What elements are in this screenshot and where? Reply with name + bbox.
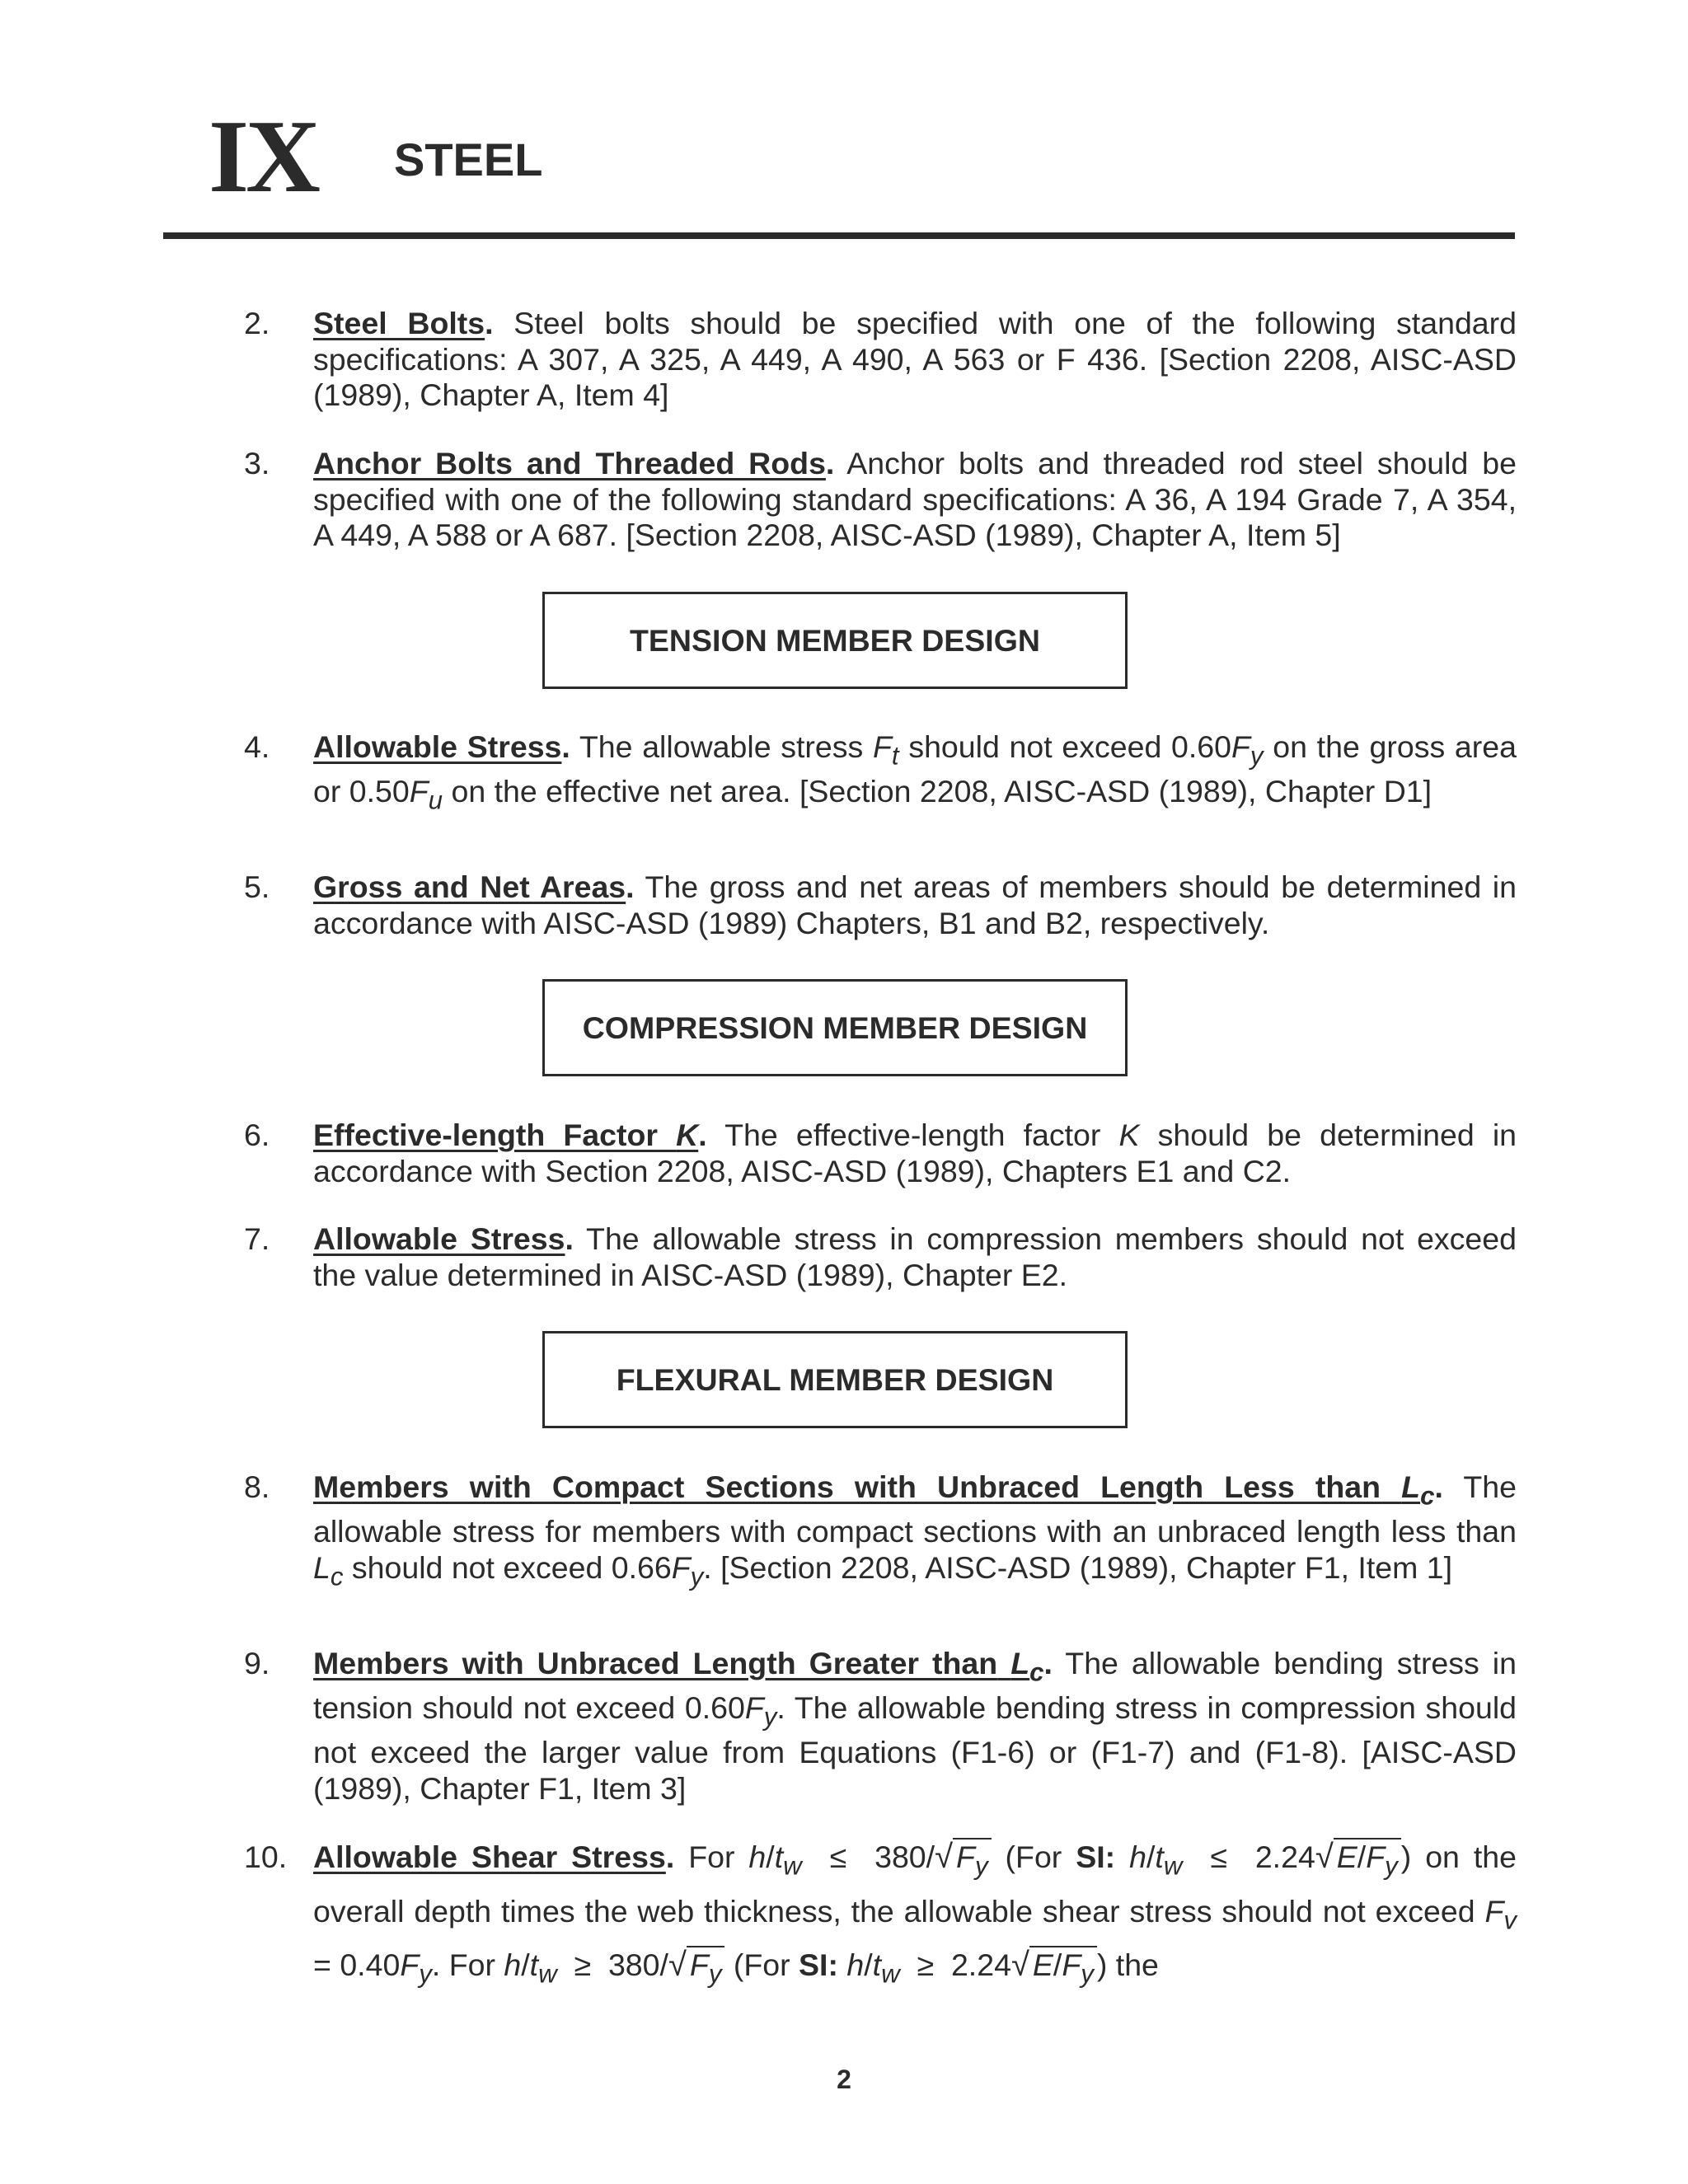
symbol-sub: t <box>891 741 899 771</box>
ratio-h-tw: $h/t_w$ <box>1129 1840 1183 1881</box>
item-number: 5. <box>244 869 270 904</box>
item-number: 2. <box>244 306 270 340</box>
math-operator: ≥ <box>917 1947 935 1982</box>
symbol-F: F <box>1484 1893 1504 1929</box>
sqrt-expression: √ $E/F_y$ <box>1011 1943 1097 1997</box>
item-number: 8. <box>244 1469 270 1504</box>
math-constant: 2.24 <box>950 1947 1011 1982</box>
sqrt-expression: √ $E/F_y$ <box>1315 1835 1401 1889</box>
math-operator: ≥ <box>574 1947 592 1982</box>
symbol-sub: y <box>1250 741 1264 771</box>
ratio-h-tw: $h/t_w$ <box>846 1947 900 1989</box>
symbol-F: F <box>409 774 429 808</box>
list-item-anchor-bolts: 3. Anchor Bolts and Threaded Rods. Anchor bolts and threaded rod steel should be specified with one of the following standard specifications: A 36, A 194 Grade 7, A 354, A 449, A 588 or A 687. [Section 2208, AISC-ASD (1989), Chapter A, Item 5] <box>244 446 1517 552</box>
chapter-number: IX <box>209 100 318 214</box>
item-text: should not exceed 0.60 <box>908 729 1231 764</box>
item-text: (For <box>733 1947 790 1982</box>
item-text: (For <box>1005 1840 1062 1874</box>
page-number: 2 <box>837 2064 851 2094</box>
list-item-steel-bolts: 2. Steel Bolts. Steel bolts should be specified with one of the following standard specifications: A 307, A 325, A 449, A 490, A 563 or F 436. [Section 2208, AISC-ASD (1989), Chapter A, Item 4] <box>244 306 1517 412</box>
item-text: . The allowable bending stress in compression should not exceed the larger value from Equations (F1-6) or (F1-7) and (F1-8). [AISC-ASD (1989), Chapter F1, Item 3] <box>313 1690 1517 1806</box>
symbol-F: F <box>744 1690 764 1725</box>
item-text: The allowable stress in compression members should not exceed the value determined in AISC-ASD (1989), Chapter E2. <box>313 1221 1517 1292</box>
section-heading-flexural: FLEXURAL MEMBER DESIGN <box>542 1331 1128 1428</box>
item-text: should not exceed 0.66 <box>351 1549 672 1585</box>
item-number: 6. <box>244 1118 270 1152</box>
item-text: The allowable stress for members with compact sections with an unbraced length less than <box>313 1469 1517 1549</box>
item-heading: Allowable Shear Stress <box>313 1840 666 1874</box>
list-item-allowable-shear: 10. Allowable Shear Stress. For $h/t_w \le 380/√$ $F_y$ (For SI: $h/t_w \le 2.24√$ $E/F_y$ ) on the overall depth times the web thickness, the allowable shear stress should not exceed $F_v = 0.40F_y$. For $h/t_w \ge 380/√$ $F_y$ (For SI: $h/t_w \ge 2.24√$ $E/F_y$ ) the <box>313 1835 1517 1997</box>
symbol-K: K <box>1118 1118 1140 1152</box>
math-operator: ≤ <box>1210 1840 1227 1874</box>
symbol-sub: y <box>419 1959 432 1989</box>
item-text: ) <box>1400 1840 1412 1874</box>
symbol-sub: c <box>330 1562 344 1591</box>
section-heading-tension: TENSION MEMBER DESIGN <box>542 592 1128 689</box>
math-constant: 380/ <box>607 1947 668 1982</box>
symbol-sub: u <box>428 785 443 815</box>
item-text: on the effective net area. [Section 2208, AISC-ASD (1989), Chapter D1] <box>451 774 1432 808</box>
item-text: on the overall depth times the web thickness, the allowable shear stress should not exceed <box>313 1840 1517 1929</box>
item-number: 7. <box>244 1221 270 1256</box>
symbol-F: F <box>400 1947 420 1982</box>
symbol-F: F <box>873 729 892 764</box>
chapter-title: STEEL <box>394 134 543 185</box>
item-heading: Anchor Bolts and Threaded Rods <box>313 446 826 480</box>
list-item-unbraced-length: 9. Members with Unbraced Length Greater than $L_c$. The allowable bending stress in tension should not exceed $0.60F_y$. The allowable bending stress in compression should not exceed the larger value from Equations (F1-6) or (F1-7) and (F1-8). [AISC-ASD (1989), Chapter F1, Item 3] <box>244 1646 1517 1806</box>
symbol-sub: y <box>763 1702 777 1732</box>
si-label: SI: <box>1076 1840 1116 1874</box>
item-number: 10. <box>244 1840 288 1874</box>
item-text: The effective-length factor <box>724 1118 1101 1152</box>
item-text: The allowable bending stress in tension should not exceed 0.60 <box>313 1646 1517 1725</box>
item-heading: Allowable Stress <box>313 1221 565 1256</box>
item-heading: Members with Unbraced Length Greater than $L_c$ <box>313 1646 1044 1687</box>
header-rule <box>163 232 1515 239</box>
item-heading: Gross and Net Areas <box>313 869 626 904</box>
list-item-allowable-stress-tension: 4. Allowable Stress. The allowable stress $F_t$ should not exceed $0.60F_y$ on the gross area or $0.50F_u$ on the effective net area. [Section 2208, AISC-ASD (1989), Chapter D1] <box>244 729 1517 815</box>
item-heading: Effective-length Factor K <box>313 1118 699 1152</box>
sqrt-expression: √ $F_y$ <box>935 1835 992 1889</box>
item-heading: Steel Bolts <box>313 306 485 340</box>
item-text: should be determined in accordance with Section 2208, AISC-ASD (1989), Chapters E1 and C2. <box>313 1118 1517 1188</box>
item-text: . [Section 2208, AISC-ASD (1989), Chapter F1, Item 1] <box>703 1549 1453 1585</box>
symbol-L: L <box>313 1549 331 1585</box>
math-operator: ≤ <box>829 1840 847 1874</box>
item-text: The allowable stress <box>579 729 864 764</box>
item-number: 9. <box>244 1646 270 1680</box>
item-heading: Members with Compact Sections with Unbraced Length Less than $L_c$ <box>313 1469 1435 1511</box>
item-text: . For <box>431 1947 495 1982</box>
item-number: 4. <box>244 729 270 764</box>
item-text: Steel bolts should be specified with one of the following standard specifications: A 307, A 325, A 449, A 490, A 563 or F 436. [Section 2208, AISC-ASD (1989), Chapter A, Item 4] <box>313 306 1517 412</box>
symbol-sub: v <box>1503 1905 1517 1934</box>
symbol-F: F <box>671 1549 691 1585</box>
item-text: For <box>688 1840 735 1874</box>
ratio-h-tw: $h/t_w$ <box>504 1947 557 1989</box>
item-number: 3. <box>244 446 270 480</box>
symbol-sub: y <box>690 1562 704 1591</box>
list-item-allowable-stress-compression: 7. Allowable Stress. The allowable stress in compression members should not exceed the value determined in AISC-ASD (1989), Chapter E2. <box>244 1221 1517 1292</box>
item-text: Anchor bolts and threaded rod steel should be specified with one of the following standard specifications: A 36, A 194 Grade 7, A 354, A 449, A 588 or A 687. [Section 2208, AISC-ASD (1989), Chapter A, Item 5] <box>313 446 1517 552</box>
item-text: on the gross area or 0.50 <box>313 729 1517 808</box>
list-item-effective-length: 6. Effective-length Factor K. The effective-length factor K should be determined in accordance with Section 2208, AISC-ASD (1989), Chapters E1 and C2. <box>244 1118 1517 1188</box>
si-label: SI: <box>799 1947 838 1982</box>
math-constant: 380/ <box>874 1840 935 1874</box>
item-text: ) the <box>1096 1947 1159 1982</box>
item-text: The gross and net areas of members should be determined in accordance with AISC-ASD (1989) Chapters, B1 and B2, respectively. <box>313 869 1517 940</box>
math-constant: 2.24 <box>1254 1840 1315 1874</box>
item-heading: Allowable Stress <box>313 729 562 764</box>
list-item-gross-net-areas: 5. Gross and Net Areas. The gross and net areas of members should be determined in accordance with AISC-ASD (1989) Chapters, B1 and B2, respectively. <box>244 869 1517 940</box>
symbol-F: F <box>1231 729 1250 764</box>
ratio-h-tw: $h/t_w$ <box>748 1840 802 1881</box>
item-text: = 0.40 <box>313 1947 401 1982</box>
sqrt-expression: √ $F_y$ <box>668 1943 725 1997</box>
list-item-compact-sections: 8. Members with Compact Sections with Unbraced Length Less than $L_c$. The allowable stress for members with compact sections with an unbraced length less than $L_c$ should not exceed $0.66F_y$. [Section 2208, AISC-ASD (1989), Chapter F1, Item 1] <box>244 1469 1517 1591</box>
section-heading-compression: COMPRESSION MEMBER DESIGN <box>542 979 1128 1076</box>
